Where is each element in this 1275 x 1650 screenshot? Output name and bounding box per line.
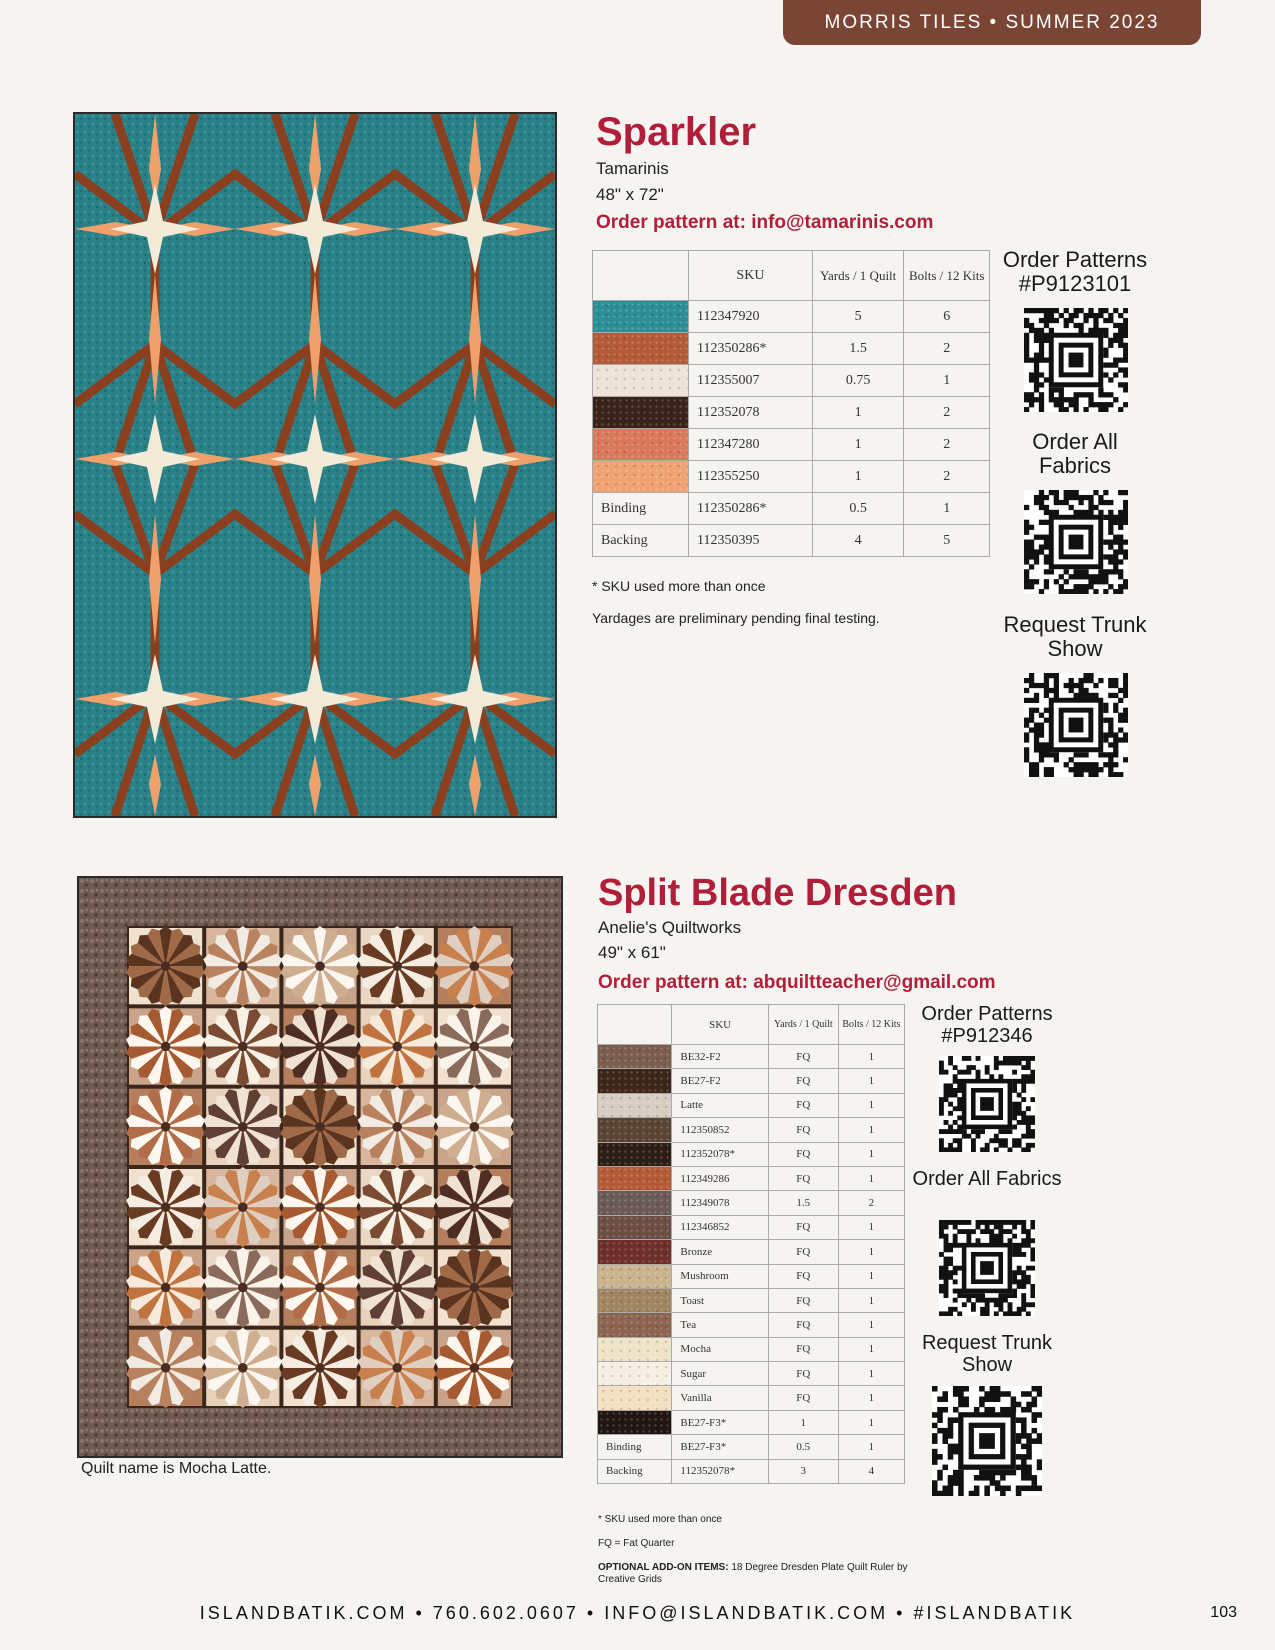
- yards-cell: FQ: [768, 1337, 838, 1361]
- sku-cell: Sugar: [672, 1362, 768, 1386]
- table-row: [593, 429, 990, 461]
- yards-cell: FQ: [768, 1166, 838, 1190]
- yards-cell: FQ: [768, 1118, 838, 1142]
- sparkler-trunk-show-label: Request Trunk Show: [1003, 612, 1147, 661]
- dresden-title: Split Blade Dresden: [598, 872, 957, 914]
- fabric-swatch: [593, 333, 689, 365]
- yards-cell: 0.5: [768, 1435, 838, 1459]
- table-row: [598, 1069, 905, 1093]
- dresden-fabric-table: [597, 1004, 905, 1484]
- sku-cell: BE27-F3*: [672, 1410, 768, 1434]
- bolts-cell: 1: [838, 1386, 904, 1410]
- table-row: [593, 461, 990, 493]
- sku-cell: 112352078*: [672, 1459, 768, 1483]
- yards-cell: 1.5: [768, 1191, 838, 1215]
- sparkler-designer: Tamarinis: [596, 159, 669, 178]
- table-row: [598, 1093, 905, 1117]
- header-sku: SKU: [689, 251, 813, 301]
- sparkler-quilt-image: [73, 112, 557, 818]
- fabric-swatch: [593, 461, 689, 493]
- bolts-cell: 1: [838, 1045, 904, 1069]
- bolts-cell: 1: [838, 1410, 904, 1434]
- yards-cell: 0.5: [812, 493, 904, 525]
- fabric-swatch: [598, 1166, 672, 1190]
- bolts-cell: 1: [904, 493, 990, 525]
- table-row: [598, 1142, 905, 1166]
- dresden-order-patterns-label: Order Patterns #P912346: [921, 1003, 1053, 1047]
- table-row: [598, 1435, 905, 1459]
- fabric-swatch: [598, 1142, 672, 1166]
- sku-cell: Mushroom: [672, 1264, 768, 1288]
- yards-cell: FQ: [768, 1386, 838, 1410]
- header-yards: Yards / 1 Quilt: [768, 1005, 838, 1045]
- sku-cell: 112350852: [672, 1118, 768, 1142]
- sparkler-fabric-table-wrap: [592, 250, 990, 557]
- bolts-cell: 2: [904, 461, 990, 493]
- table-row: [593, 333, 990, 365]
- bolts-cell: 1: [838, 1240, 904, 1264]
- table-row: [598, 1166, 905, 1190]
- table-row: [598, 1459, 905, 1483]
- yards-cell: 0.75: [812, 365, 904, 397]
- fabric-swatch: [598, 1191, 672, 1215]
- catalog-header-tab: [783, 0, 1201, 45]
- yards-cell: FQ: [768, 1142, 838, 1166]
- row-label: Backing: [593, 525, 689, 557]
- yards-cell: 1: [812, 461, 904, 493]
- dresden-designer: Anelie's Quiltworks: [598, 918, 742, 937]
- table-row: [598, 1313, 905, 1337]
- bolts-cell: 1: [838, 1435, 904, 1459]
- sparkler-table-header-row: [593, 251, 990, 301]
- sku-cell: Tea: [672, 1313, 768, 1337]
- bolts-cell: 2: [904, 333, 990, 365]
- sku-cell: BE27-F2: [672, 1069, 768, 1093]
- yards-cell: FQ: [768, 1215, 838, 1239]
- bolts-cell: 1: [838, 1142, 904, 1166]
- sku-cell: Toast: [672, 1288, 768, 1312]
- sku-cell: Mocha: [672, 1337, 768, 1361]
- bolts-cell: 1: [838, 1093, 904, 1117]
- bolts-cell: 1: [838, 1166, 904, 1190]
- yards-cell: FQ: [768, 1288, 838, 1312]
- header-swatch-cell: [593, 251, 689, 301]
- table-row: [593, 301, 990, 333]
- header-bolts: Bolts / 12 Kits: [904, 251, 990, 301]
- bolts-cell: 1: [838, 1118, 904, 1142]
- fabric-swatch: [598, 1362, 672, 1386]
- yards-cell: 1.5: [812, 333, 904, 365]
- sku-cell: 112352078: [689, 397, 813, 429]
- table-row: [593, 525, 990, 557]
- fabric-swatch: [598, 1069, 672, 1093]
- header-swatch-cell: [598, 1005, 672, 1045]
- yards-cell: FQ: [768, 1045, 838, 1069]
- sku-cell: Bronze: [672, 1240, 768, 1264]
- yards-cell: 1: [812, 397, 904, 429]
- sku-cell: BE32-F2: [672, 1045, 768, 1069]
- bolts-cell: 1: [838, 1362, 904, 1386]
- sparkler-order-patterns-qr-icon[interactable]: [1024, 308, 1128, 412]
- bolts-cell: 2: [904, 397, 990, 429]
- sku-cell: 112355250: [689, 461, 813, 493]
- yards-cell: 1: [768, 1410, 838, 1434]
- sku-cell: 112355007: [689, 365, 813, 397]
- table-row: [598, 1191, 905, 1215]
- bolts-cell: 1: [838, 1288, 904, 1312]
- table-row: [598, 1337, 905, 1361]
- fabric-swatch: [598, 1386, 672, 1410]
- yards-cell: FQ: [768, 1313, 838, 1337]
- fabric-swatch: [598, 1264, 672, 1288]
- fabric-swatch: [598, 1215, 672, 1239]
- dresden-addon-text: 18 Degree Dresden Plate Quilt Ruler by Creative Grids: [598, 1562, 908, 1585]
- sparkler-order-fabrics-label: Order All Fabrics: [1032, 429, 1118, 478]
- sparkler-fabric-table: [592, 250, 990, 557]
- table-row: [598, 1045, 905, 1069]
- dresden-trunk-show-qr-icon[interactable]: [932, 1386, 1042, 1496]
- yards-cell: FQ: [768, 1264, 838, 1288]
- fabric-swatch: [598, 1288, 672, 1312]
- yards-cell: FQ: [768, 1240, 838, 1264]
- dresden-order-link[interactable]: Order pattern at: abquiltteacher@gmail.com: [598, 972, 996, 993]
- dresden-size: 49" x 61": [598, 943, 666, 962]
- bolts-cell: 1: [904, 365, 990, 397]
- fabric-swatch: [598, 1118, 672, 1142]
- fabric-swatch: [598, 1093, 672, 1117]
- fabric-swatch: [593, 365, 689, 397]
- bolts-cell: 1: [838, 1069, 904, 1093]
- yards-cell: 4: [812, 525, 904, 557]
- sparkler-title: Sparkler: [596, 110, 757, 154]
- bolts-cell: 1: [838, 1313, 904, 1337]
- bolts-cell: 2: [904, 429, 990, 461]
- row-label: Binding: [593, 493, 689, 525]
- dresden-quilt-image: [77, 876, 563, 1458]
- bolts-cell: 6: [904, 301, 990, 333]
- header-tab-text: MORRIS TILES • SUMMER 2023: [824, 11, 1160, 33]
- sparkler-note-yardage: Yardages are preliminary pending final testing.: [592, 610, 880, 626]
- table-row: [598, 1410, 905, 1434]
- dresden-quilt-illustration: [79, 878, 561, 1456]
- sku-cell: BE27-F3*: [672, 1435, 768, 1459]
- bolts-cell: 5: [904, 525, 990, 557]
- dresden-fabric-table-wrap: [597, 1004, 905, 1484]
- table-row: [598, 1288, 905, 1312]
- sku-cell: Vanilla: [672, 1386, 768, 1410]
- bolts-cell: 2: [838, 1191, 904, 1215]
- bolts-cell: 4: [838, 1459, 904, 1483]
- sku-cell: 112349286: [672, 1166, 768, 1190]
- bolts-cell: 1: [838, 1215, 904, 1239]
- dresden-note-addon: [598, 1562, 908, 1586]
- table-row: [598, 1386, 905, 1410]
- sku-cell: 112349078: [672, 1191, 768, 1215]
- table-row: [598, 1215, 905, 1239]
- row-label: Backing: [598, 1459, 672, 1483]
- table-row: [593, 493, 990, 525]
- table-row: [593, 365, 990, 397]
- sparkler-order-patterns-label: Order Patterns #P9123101: [1002, 247, 1148, 296]
- dresden-note-sku: * SKU used more than once: [598, 1514, 722, 1525]
- table-row: [593, 397, 990, 429]
- header-bolts: Bolts / 12 Kits: [838, 1005, 904, 1045]
- sparkler-order-fabrics-qr-icon[interactable]: [1024, 490, 1128, 594]
- footer-contact: ISLANDBATIK.COM • 760.602.0607 • INFO@ISLANDBATIK.COM • #ISLANDBATIK: [199, 1603, 1076, 1623]
- yards-cell: FQ: [768, 1362, 838, 1386]
- sparkler-quilt-illustration: [75, 114, 555, 816]
- fabric-swatch: [598, 1313, 672, 1337]
- sku-cell: 112352078*: [672, 1142, 768, 1166]
- header-yards: Yards / 1 Quilt: [812, 251, 904, 301]
- dresden-order-patterns-qr-icon[interactable]: [939, 1056, 1035, 1152]
- yards-cell: 1: [812, 429, 904, 461]
- fabric-swatch: [598, 1240, 672, 1264]
- fabric-swatch: [598, 1410, 672, 1434]
- yards-cell: FQ: [768, 1093, 838, 1117]
- yards-cell: 3: [768, 1459, 838, 1483]
- sku-cell: 112346852: [672, 1215, 768, 1239]
- sku-cell: 112347280: [689, 429, 813, 461]
- table-row: [598, 1362, 905, 1386]
- bolts-cell: 1: [838, 1337, 904, 1361]
- yards-cell: 5: [812, 301, 904, 333]
- fabric-swatch: [598, 1337, 672, 1361]
- sku-cell: Latte: [672, 1093, 768, 1117]
- bolts-cell: 1: [838, 1264, 904, 1288]
- dresden-trunk-show-label: Request Trunk Show: [921, 1332, 1053, 1376]
- page-number: 103: [1210, 1604, 1237, 1621]
- fabric-swatch: [593, 429, 689, 461]
- sparkler-order-link[interactable]: Order pattern at: info@tamarinis.com: [596, 212, 934, 233]
- sku-cell: 112350286*: [689, 493, 813, 525]
- table-row: [598, 1118, 905, 1142]
- header-sku: SKU: [672, 1005, 768, 1045]
- dresden-order-fabrics-qr-icon[interactable]: [939, 1220, 1035, 1316]
- fabric-swatch: [593, 301, 689, 333]
- yards-cell: FQ: [768, 1069, 838, 1093]
- fabric-swatch: [598, 1045, 672, 1069]
- sku-cell: 112347920: [689, 301, 813, 333]
- table-row: [598, 1240, 905, 1264]
- dresden-caption: Quilt name is Mocha Latte.: [81, 1460, 272, 1477]
- dresden-table-header-row: [598, 1005, 905, 1045]
- table-row: [598, 1264, 905, 1288]
- sparkler-size: 48" x 72": [596, 185, 664, 204]
- dresden-order-fabrics-label: Order All Fabrics: [912, 1168, 1062, 1190]
- sku-cell: 112350286*: [689, 333, 813, 365]
- sku-cell: 112350395: [689, 525, 813, 557]
- sparkler-note-sku: * SKU used more than once: [592, 578, 766, 594]
- sparkler-trunk-show-qr-icon[interactable]: [1024, 673, 1128, 777]
- fabric-swatch: [593, 397, 689, 429]
- dresden-note-fq: FQ = Fat Quarter: [598, 1538, 675, 1549]
- row-label: Binding: [598, 1435, 672, 1459]
- dresden-addon-label: OPTIONAL ADD-ON ITEMS:: [598, 1562, 729, 1573]
